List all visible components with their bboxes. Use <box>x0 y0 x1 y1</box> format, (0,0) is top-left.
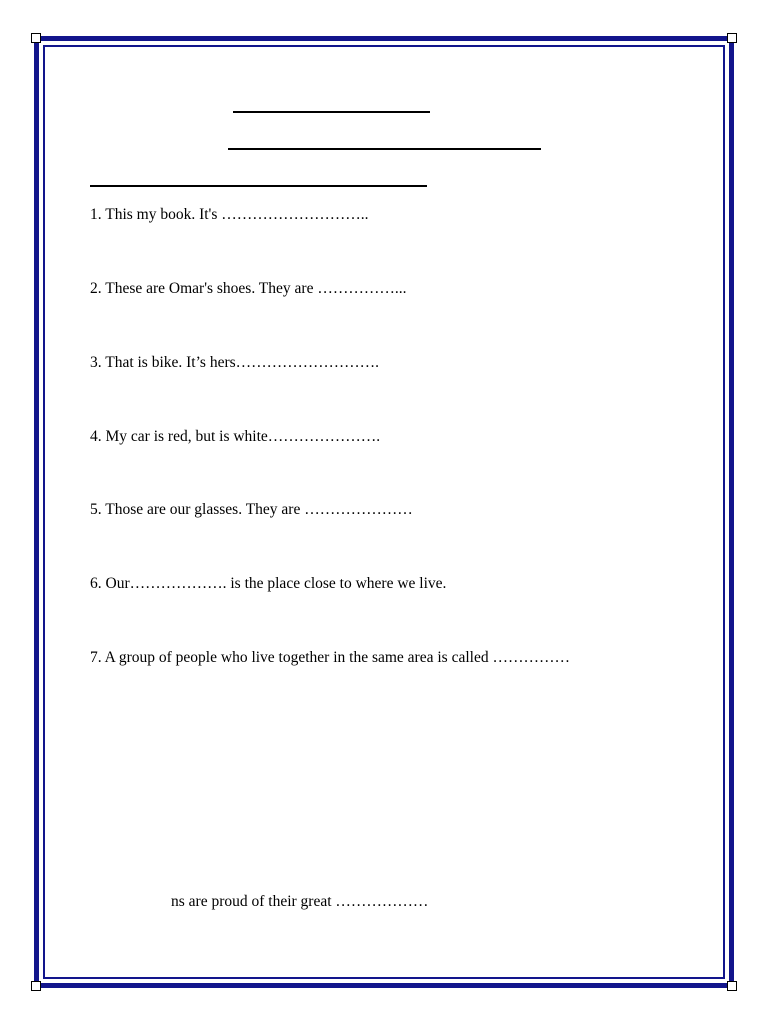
border-corner-ornament <box>727 33 737 43</box>
heading-blank-line <box>90 185 427 187</box>
title-blank-line <box>233 111 430 113</box>
question-5: 5. Those are our glasses. They are ………………… <box>90 501 413 518</box>
question-8-partial: ns are proud of their great ……………… <box>171 893 429 910</box>
question-2: 2. These are Omar's shoes. They are ……………... <box>90 280 407 297</box>
question-4: 4. My car is red, but is white…………………. <box>90 428 381 445</box>
question-6: 6. Our………………. is the place close to where we live. <box>90 575 447 592</box>
question-3: 3. That is bike. It’s hers………………………. <box>90 354 380 371</box>
border-corner-ornament <box>31 33 41 43</box>
subtitle-blank-line <box>228 148 541 150</box>
border-corner-ornament <box>727 981 737 991</box>
border-corner-ornament <box>31 981 41 991</box>
question-7: 7. A group of people who live together in the same area is called …………… <box>90 649 570 666</box>
question-1: 1. This my book. It's ……………………….. <box>90 206 369 223</box>
